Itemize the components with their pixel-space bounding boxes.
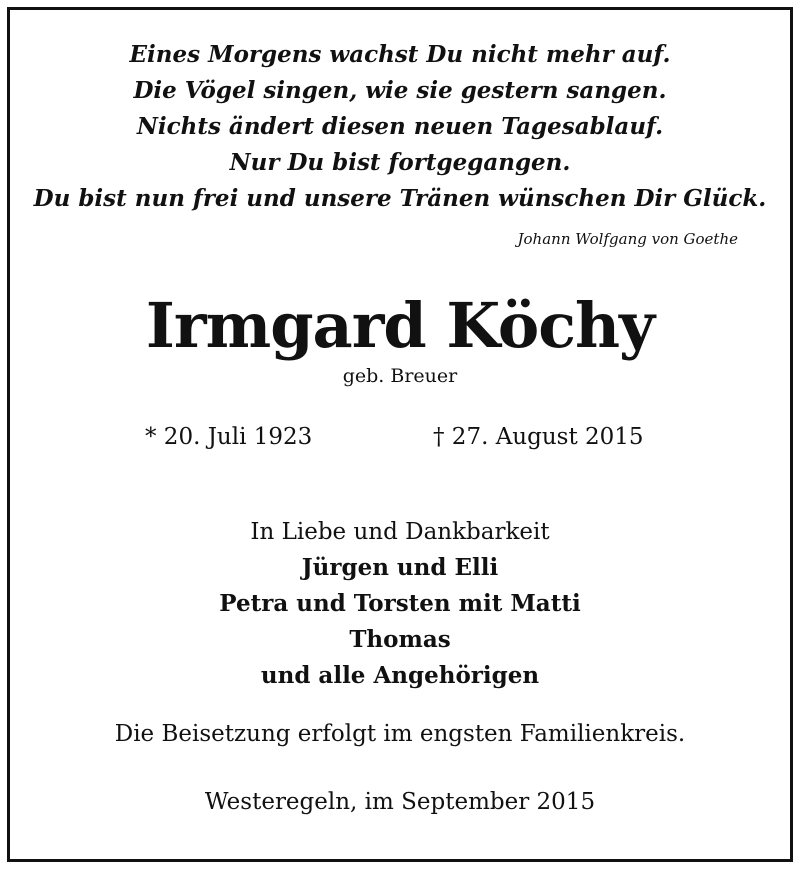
mourner-name: Jürgen und Elli	[301, 554, 499, 581]
deceased-name: Irmgard Köchy	[145, 289, 655, 362]
poem-attribution: Johann Wolfgang von Goethe	[517, 230, 738, 248]
mourners	[0, 514, 800, 694]
birth-date: * 20. Juli 1923	[145, 424, 313, 450]
birth-name: geb. Breuer	[342, 365, 458, 387]
burial-note: Die Beisetzung erfolgt im engsten Familienkreis.	[114, 721, 686, 747]
mourner-name: und alle Angehörigen	[260, 662, 540, 689]
place-date: Westeregeln, im September 2015	[204, 789, 596, 815]
poem-line: Nur Du bist fortgegangen.	[229, 149, 571, 176]
poem-line: Die Vögel singen, wie sie gestern sangen.	[133, 77, 667, 104]
death-date: † 27. August 2015	[433, 424, 644, 450]
poem-line: Du bist nun frei und unsere Tränen wünschen Dir Glück.	[33, 185, 767, 212]
poem-line: Eines Morgens wachst Du nicht mehr auf.	[129, 41, 671, 68]
mourners-intro: In Liebe und Dankbarkeit	[250, 519, 550, 545]
mourner-name: Petra und Torsten mit Matti	[219, 590, 581, 617]
poem-line: Nichts ändert diesen neuen Tagesablauf.	[136, 113, 664, 140]
mourner-name: Thomas	[349, 626, 451, 653]
poem	[0, 37, 800, 217]
